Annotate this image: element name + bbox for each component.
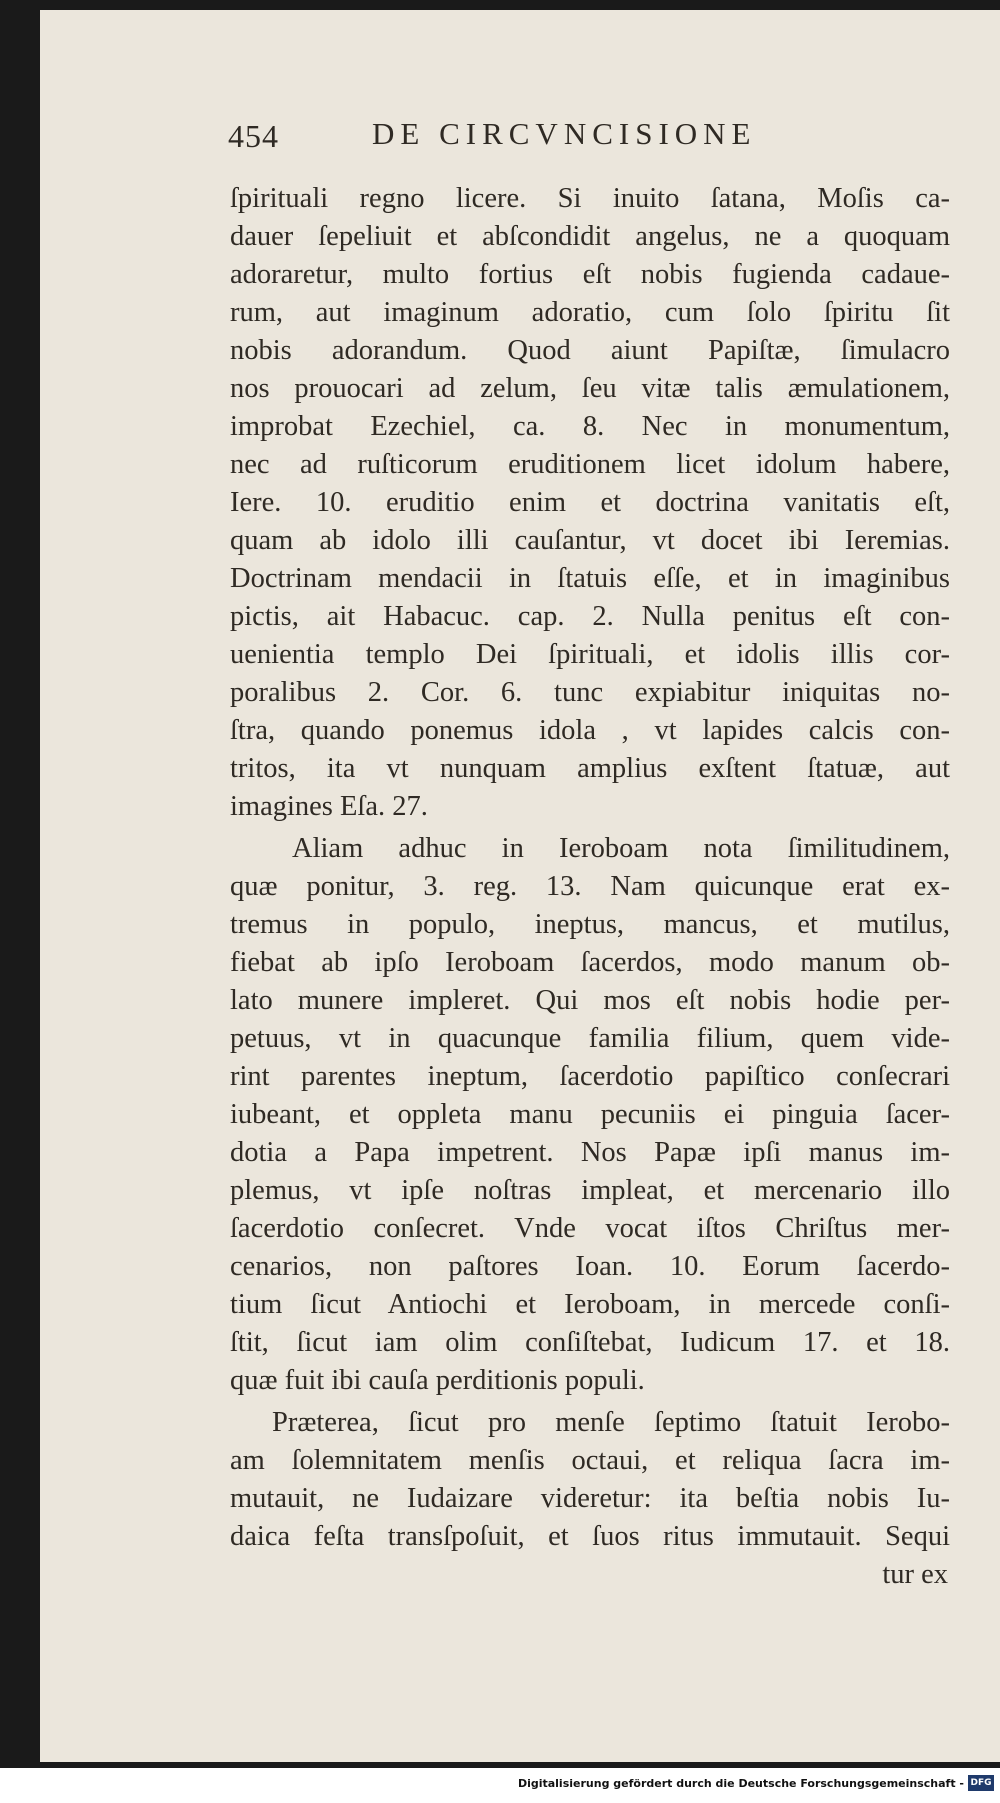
text-line: Iere. 10. eruditio enim et doctrina vanitatis eſt, xyxy=(230,487,950,518)
text-line: ſtra, quando ponemus idola , vt lapides calcis con- xyxy=(230,715,950,746)
text-line: ſacerdotio conſecret. Vnde vocat iſtos Chriſtus mer- xyxy=(230,1213,950,1244)
body-text xyxy=(230,180,950,1556)
text-line: tremus in populo, ineptus, mancus, et mutilus, xyxy=(230,909,950,940)
text-line: ſtit, ſicut iam olim conſiſtebat, Iudicum 17. et 18. xyxy=(230,1327,950,1358)
text-line: quæ ponitur, 3. reg. 13. Nam quicunque erat ex- xyxy=(230,871,950,902)
text-line: imagines Eſa. 27. xyxy=(230,791,428,822)
text-line: uenientia templo Dei ſpirituali, et idolis illis cor- xyxy=(230,639,950,670)
text-line: Doctrinam mendacii in ſtatuis eſſe, et in imaginibus xyxy=(230,563,950,594)
text-line: nos prouocari ad zelum, ſeu vitæ talis æmulationem, xyxy=(230,373,950,404)
text-line: nec ad ruſticorum eruditionem licet idolum habere, xyxy=(230,449,950,480)
text-line: nobis adorandum. Quod aiunt Papiſtæ, ſimulacro xyxy=(230,335,950,366)
text-line: ſpirituali regno licere. Si inuito ſatana, Moſis ca- xyxy=(230,183,950,214)
text-line: am ſolemnitatem menſis octaui, et reliqua ſacra im- xyxy=(230,1445,950,1476)
running-title: DE CIRCVNCISIONE xyxy=(372,116,757,151)
paragraph xyxy=(230,830,950,1400)
text-line: Præterea, ſicut pro menſe ſeptimo ſtatuit Ierobo- xyxy=(272,1407,950,1438)
text-line: fiebat ab ipſo Ieroboam ſacerdos, modo manum ob- xyxy=(230,947,950,978)
text-line: plemus, vt ipſe noſtras impleat, et mercenario illo xyxy=(230,1175,950,1206)
text-line: cenarios, non paſtores Ioan. 10. Eorum ſacerdo- xyxy=(230,1251,950,1282)
text-line: improbat Ezechiel, ca. 8. Nec in monumentum, xyxy=(230,411,950,442)
text-line: rum, aut imaginum adoratio, cum ſolo ſpiritu ſit xyxy=(230,297,950,328)
dfg-logo: DFG xyxy=(968,1775,994,1791)
text-line: pictis, ait Habacuc. cap. 2. Nulla penitus eſt con- xyxy=(230,601,950,632)
text-line: dotia a Papa impetrent. Nos Papæ ipſi manus im- xyxy=(230,1137,950,1168)
text-line: mutauit, ne Iudaizare videretur: ita beſtia nobis Iu- xyxy=(230,1483,950,1514)
text-line: tritos, ita vt nunquam amplius exſtent ſtatuæ, aut xyxy=(230,753,950,784)
text-line: Aliam adhuc in Ieroboam nota ſimilitudinem, xyxy=(292,833,950,864)
text-line: lato munere impleret. Qui mos eſt nobis hodie per- xyxy=(230,985,950,1016)
text-line: adoraretur, multo fortius eſt nobis fugienda cadaue- xyxy=(230,259,950,290)
running-header xyxy=(228,112,968,156)
page-number: 454 xyxy=(228,118,279,154)
text-line: poralibus 2. Cor. 6. tunc expiabitur iniquitas no- xyxy=(230,677,950,708)
catchword: tur ex xyxy=(882,1559,948,1590)
paragraph xyxy=(230,1404,950,1556)
text-line: tium ſicut Antiochi et Ieroboam, in mercede conſi- xyxy=(230,1289,950,1320)
text-line: rint parentes ineptum, ſacerdotio papiſtico conſecrari xyxy=(230,1061,950,1092)
text-line: petuus, vt in quacunque familia filium, quem vide- xyxy=(230,1023,950,1054)
text-line: daica feſta transſpoſuit, et ſuos ritus immutauit. Sequi xyxy=(230,1521,950,1552)
text-line: dauer ſepeliuit et abſcondidit angelus, ne a quoquam xyxy=(230,221,950,252)
footer-bar xyxy=(0,1768,1000,1803)
text-line: quam ab idolo illi cauſantur, vt docet ibi Ieremias. xyxy=(230,525,950,556)
text-line: quæ fuit ibi cauſa perditionis populi. xyxy=(230,1365,645,1396)
text-line: iubeant, et oppleta manu pecuniis ei pinguia ſacer- xyxy=(230,1099,950,1130)
dfg-credit: Digitalisierung gefördert durch die Deutsche Forschungsgemeinschaft - xyxy=(517,1777,964,1790)
paragraph xyxy=(230,180,950,826)
